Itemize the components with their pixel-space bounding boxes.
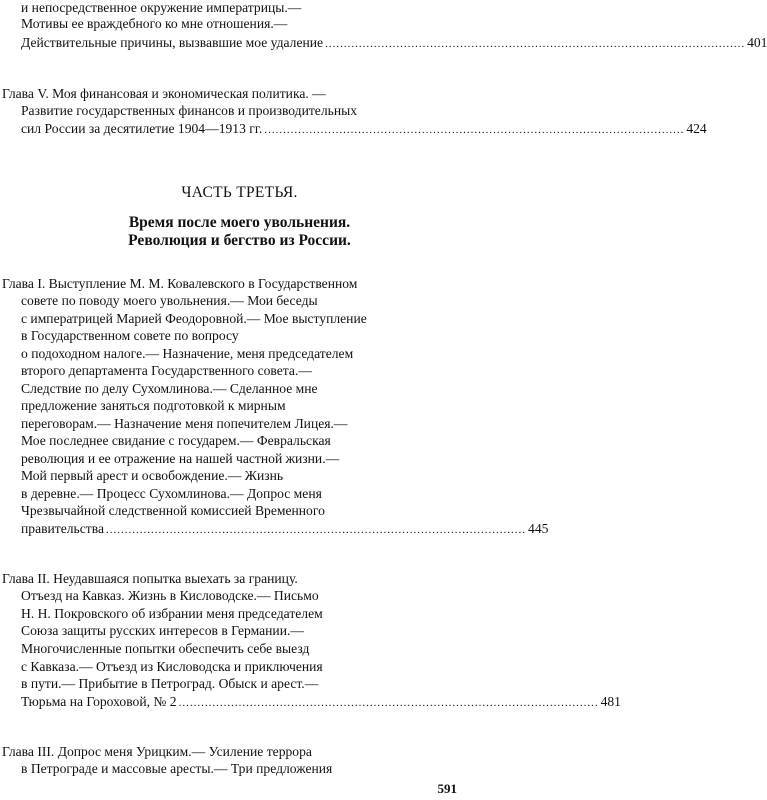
toc-line: переговорам.— Назначение меня попечителем Лицея.— — [21, 416, 348, 431]
page-number: 591 — [437, 781, 457, 796]
part-subtitle: Революция и бегство из России. — [128, 232, 351, 249]
toc-line: и непосредственное окружение императрицы.— — [21, 0, 302, 15]
toc-line: Мотивы ее враждебного ко мне отношения.— — [21, 16, 288, 31]
toc-line: в Петрограде и массовые аресты.— Три предложения — [21, 761, 333, 776]
toc-page-ref: 445 — [528, 521, 549, 536]
toc-page-ref: 401 — [747, 35, 767, 50]
toc-line: Действительные причины, вызвавшие мое удаление — [21, 35, 324, 50]
toc-entry-end — [21, 121, 707, 138]
toc-entry-end — [21, 35, 767, 52]
toc-line: революция и ее отражение на нашей частной жизни.— — [21, 451, 340, 466]
toc-line: в Государственном совете по вопросу — [21, 328, 239, 343]
toc-page-ref: 481 — [600, 694, 621, 709]
dot-leader: ................................................................................................................ — [178, 697, 599, 709]
toc-line: правительства — [21, 521, 105, 536]
toc-line: второго департамента Государственного совета.— — [21, 363, 312, 378]
chapter-heading: Глава II. Неудавшаяся попытка выехать за границу. — [2, 571, 298, 586]
chapter-heading: Глава V. Моя финансовая и экономическая политика. — — [2, 86, 326, 101]
toc-line: предложение заняться подготовкой к мирным — [21, 398, 286, 413]
toc-line: Мое последнее свидание с государем.— Февральская — [21, 433, 331, 448]
toc-line: Чрезвычайной следственной комиссией Временного — [21, 503, 325, 518]
toc-line: в деревне.— Процесс Сухомлинова.— Допрос меня — [21, 486, 322, 501]
part-title: ЧАСТЬ ТРЕТЬЯ. — [181, 184, 298, 201]
toc-line: о подоходном налоге.— Назначение, меня председателем — [21, 346, 354, 361]
toc-line: с императрицей Марией Феодоровной.— Мое выступление — [21, 311, 367, 326]
dot-leader: ................................................................................................................ — [325, 38, 746, 50]
toc-line: Н. Н. Покровского об избрании меня председателем — [21, 606, 323, 621]
dot-leader: ................................................................................................................ — [264, 124, 685, 136]
toc-line: совете по поводу моего увольнения.— Мои беседы — [21, 293, 318, 308]
toc-line: сил России за десятилетие 1904—1913 гг. — [21, 121, 263, 136]
toc-line: с Кавказа.— Отъезд из Кисловодска и приключения — [21, 659, 323, 674]
toc-line: Мой первый арест и освобождение.— Жизнь — [21, 468, 284, 483]
part-subtitle: Время после моего увольнения. — [128, 214, 351, 231]
toc-line: Развитие государственных финансов и производительных — [21, 103, 358, 118]
toc-line: Отъезд на Кавказ. Жизнь в Кисловодске.— Письмо — [21, 588, 319, 603]
toc-line: Тюрьма на Гороховой, № 2 — [21, 694, 177, 709]
toc-line: в пути.— Прибытие в Петроград. Обыск и арест.— — [21, 676, 319, 691]
toc-line: Многочисленные попытки обеспечить себе выезд — [21, 641, 310, 656]
toc-page-ref: 424 — [686, 121, 707, 136]
chapter-heading: Глава III. Допрос меня Урицким.— Усиление террора — [2, 744, 312, 759]
toc-entry-end — [21, 521, 549, 538]
toc-line: Следствие по делу Сухомлинова.— Сделанное мне — [21, 381, 318, 396]
chapter-heading: Глава I. Выступление М. М. Ковалевского в Государственном — [2, 276, 358, 291]
toc-entry-end — [21, 694, 621, 711]
toc-line: Союза защиты русских интересов в Германии.— — [21, 623, 304, 638]
dot-leader: ................................................................................................................ — [106, 524, 527, 536]
